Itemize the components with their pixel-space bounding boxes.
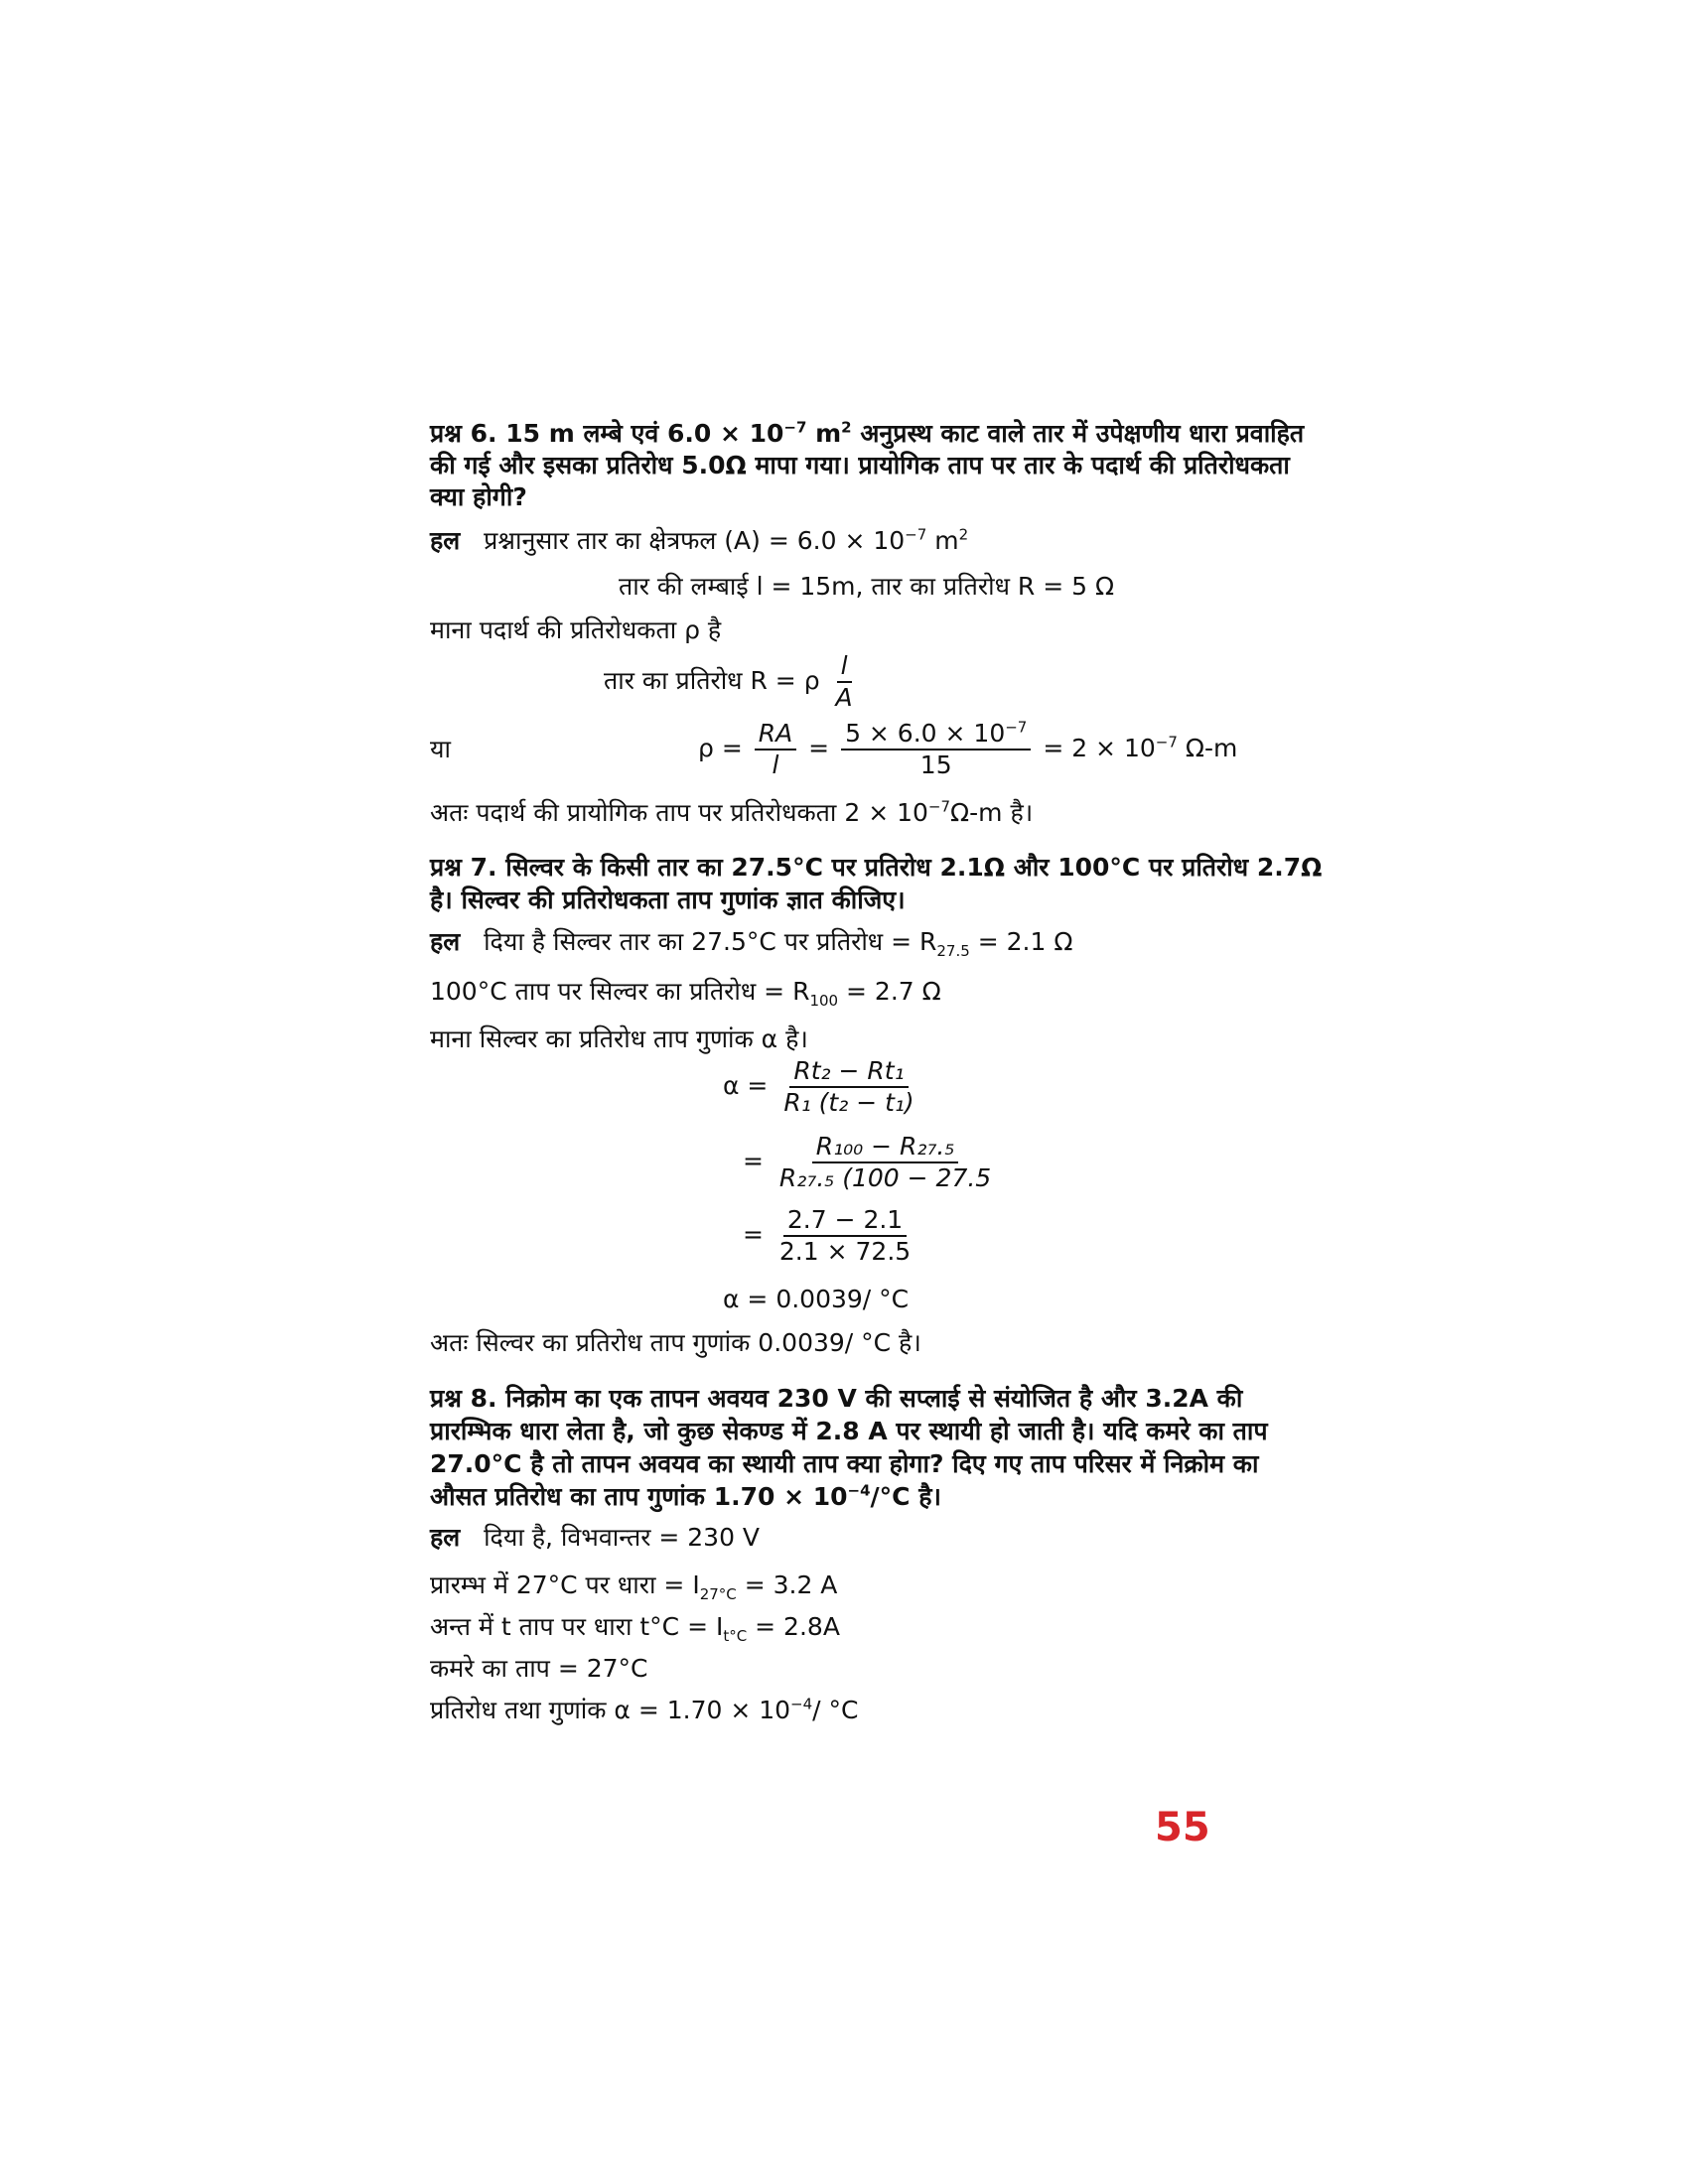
- q7-assume: माना सिल्वर का प्रतिरोध ताप गुणांक α है।: [430, 1024, 808, 1053]
- q7-formula-3: = $\frac{2.7 - 2.1}{2.1 \times 72.5}$: [743, 1205, 912, 1266]
- q8-line-3: 27.0°C है तो तापन अवयव का स्थायी ताप क्या होगा? दिए गए ताप परिसर में निक्रोम का: [430, 1449, 1259, 1478]
- q6-calc: ρ = $\frac{RA}{l}$ = $\frac{5 \times 6.0 \times 10^{-7}}{15}$ = $2 \times 10^{-7}$ Ω-m: [698, 718, 1238, 779]
- q8-line-4: औसत प्रतिरोध का ताप गुणांक $1.70 \times 10^{-4}/^\circ C$ है।: [430, 1481, 941, 1511]
- q8-line-1: प्रश्न 8. निक्रोम का एक तापन अवयव 230 V की सप्लाई से संयोजित है और 3.2A की: [430, 1384, 1243, 1413]
- q7-formula-2: = $\frac{\text{R₁₀₀ − R₂₇.₅}}{\text{R₂₇.₅ (100 − 27.5}}$: [743, 1132, 992, 1192]
- q8-line-2: प्रारम्भिक धारा लेता है, जो कुछ सेकण्ड में 2.8 A पर स्थायी हो जाती है। यदि कमरे का ताप: [430, 1417, 1268, 1445]
- q6-line-2: की गई और इसका प्रतिरोध 5.0Ω मापा गया। प्रायोगिक ताप पर तार के पदार्थ की प्रतिरोधकता: [430, 451, 1290, 479]
- page-number: 55: [1155, 1805, 1210, 1850]
- q6-assume: माना पदार्थ की प्रतिरोधकता ρ है: [430, 615, 722, 644]
- q6-line-1: प्रश्न 6. 15 m लम्बे एवं $6.0 \times 10^{-7}$ $m^2$ अनुप्रस्थ काट वाले तार में उपेक्षणीय धारा प्रवाहित: [430, 418, 1305, 448]
- q7-solution-given: हल दिया है सिल्वर तार का 27.5°C पर प्रतिरोध = $R_{27.5} = 2.1$ Ω: [430, 927, 1073, 960]
- q7-result: α = 0.0039/ °C: [723, 1285, 910, 1313]
- q7-formula-1: α = $\frac{\text{Rt₂ − Rt₁}}{\text{R₁ (t₂ − t₁)}}$: [723, 1056, 914, 1117]
- q7-conclusion: अतः सिल्वर का प्रतिरोध ताप गुणांक 0.0039/ °C है।: [430, 1328, 921, 1357]
- q8-initial-current: प्रारम्भ में 27°C पर धारा = $I_{27^\circ C} = 3.2$ A: [430, 1570, 838, 1603]
- q6-formula: तार का प्रतिरोध R = ρ $\frac{l}{A}$: [604, 651, 853, 712]
- q7-r100: 100°C ताप पर सिल्वर का प्रतिरोध = $R_{100} = 2.7$ Ω: [430, 977, 941, 1010]
- q7-line-1: प्रश्न 7. सिल्वर के किसी तार का 27.5°C पर प्रतिरोध 2.1Ω और 100°C पर प्रतिरोध 2.7Ω: [430, 853, 1323, 882]
- q8-final-current: अन्त में t ताप पर धारा $t^\circ C = I_{t^\circ C} = 2.8A$: [430, 1612, 840, 1645]
- q6-solution-area: हल प्रश्नानुसार तार का क्षेत्रफल $(A) = 6.0 \times 10^{-7}$ $m^2$: [430, 525, 969, 555]
- q6-or: या: [430, 735, 451, 763]
- q6-length-resistance: तार की लम्बाई l = 15m, तार का प्रतिरोध R = 5 Ω: [619, 572, 1115, 601]
- q6-line-3: क्या होगी?: [430, 482, 527, 511]
- q6-conclusion: अतः पदार्थ की प्रायोगिक ताप पर प्रतिरोधकता $2 \times 10^{-7}\Omega-m$ है।: [430, 797, 1034, 827]
- solution-label: हल: [430, 526, 461, 555]
- q8-solution-pd: हल दिया है, विभवान्तर = 230 V: [430, 1523, 761, 1552]
- q7-line-2: है। सिल्वर की प्रतिरोधकता ताप गुणांक ज्ञात कीजिए।: [430, 886, 906, 914]
- q8-room-temp: कमरे का ताप = 27°C: [430, 1654, 648, 1683]
- q8-alpha: प्रतिरोध तथा गुणांक $\alpha = 1.70 \times 10^{-4}/$ °C: [430, 1695, 859, 1724]
